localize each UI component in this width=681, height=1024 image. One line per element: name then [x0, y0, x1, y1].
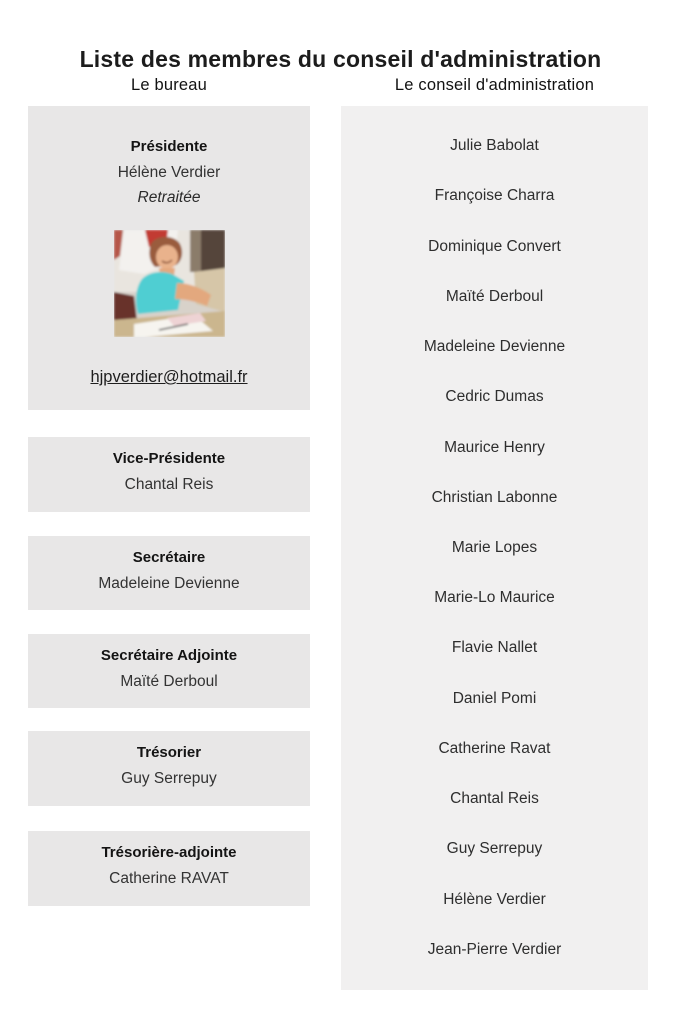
conseil-member: Marie-Lo Maurice: [434, 589, 555, 607]
conseil-member: Catherine Ravat: [438, 739, 551, 757]
bureau-heading: Le bureau: [130, 76, 208, 94]
bureau-card-vice-presidente: [28, 437, 310, 512]
conseil-heading: Le conseil d'administration: [394, 76, 595, 94]
conseil-member: Chantal Reis: [450, 790, 539, 808]
conseil-member: Flavie Nallet: [451, 639, 538, 657]
position-name: Madeleine Devienne: [98, 575, 240, 592]
conseil-member: Marie Lopes: [451, 538, 538, 556]
position-name: Maïté Derboul: [120, 673, 218, 690]
president-name: Hélène Verdier: [117, 164, 221, 181]
president-photo: [114, 230, 225, 337]
position-role: Vice-Présidente: [112, 450, 226, 467]
position-role: Trésorier: [136, 744, 202, 761]
bureau-card-secretaire: [28, 536, 310, 610]
position-role: Trésorière-adjointe: [101, 844, 237, 861]
conseil-member: Daniel Pomi: [452, 689, 537, 707]
conseil-member: Maïté Derboul: [445, 287, 544, 305]
conseil-member: Christian Labonne: [431, 488, 558, 506]
position-name: Chantal Reis: [124, 476, 214, 493]
president-card: [28, 106, 310, 410]
position-name: Guy Serrepuy: [121, 770, 217, 787]
conseil-member: Cedric Dumas: [445, 388, 544, 406]
conseil-list: [341, 106, 648, 990]
bureau-card-tresoriere-adjointe: [28, 831, 310, 906]
conseil-member: Hélène Verdier: [443, 890, 546, 908]
president-status: Retraitée: [137, 189, 201, 206]
position-name: Catherine RAVAT: [109, 870, 229, 887]
conseil-member: Françoise Charra: [434, 187, 555, 205]
bureau-card-tresorier: [28, 731, 310, 806]
conseil-member: Madeleine Devienne: [423, 338, 566, 356]
position-role: Secrétaire Adjointe: [100, 647, 238, 664]
email-link[interactable]: hjpverdier@hotmail.fr: [90, 368, 248, 386]
bureau-card-secretaire-adjointe: [28, 634, 310, 708]
page-title: Liste des membres du conseil d'administration: [79, 46, 602, 73]
conseil-member: Maurice Henry: [444, 438, 545, 456]
conseil-member: Julie Babolat: [450, 137, 539, 155]
conseil-member: Dominique Convert: [428, 237, 561, 255]
president-role: Présidente: [130, 138, 208, 155]
conseil-member: Guy Serrepuy: [446, 840, 543, 858]
conseil-member: Jean-Pierre Verdier: [427, 940, 562, 958]
position-role: Secrétaire: [132, 549, 206, 566]
